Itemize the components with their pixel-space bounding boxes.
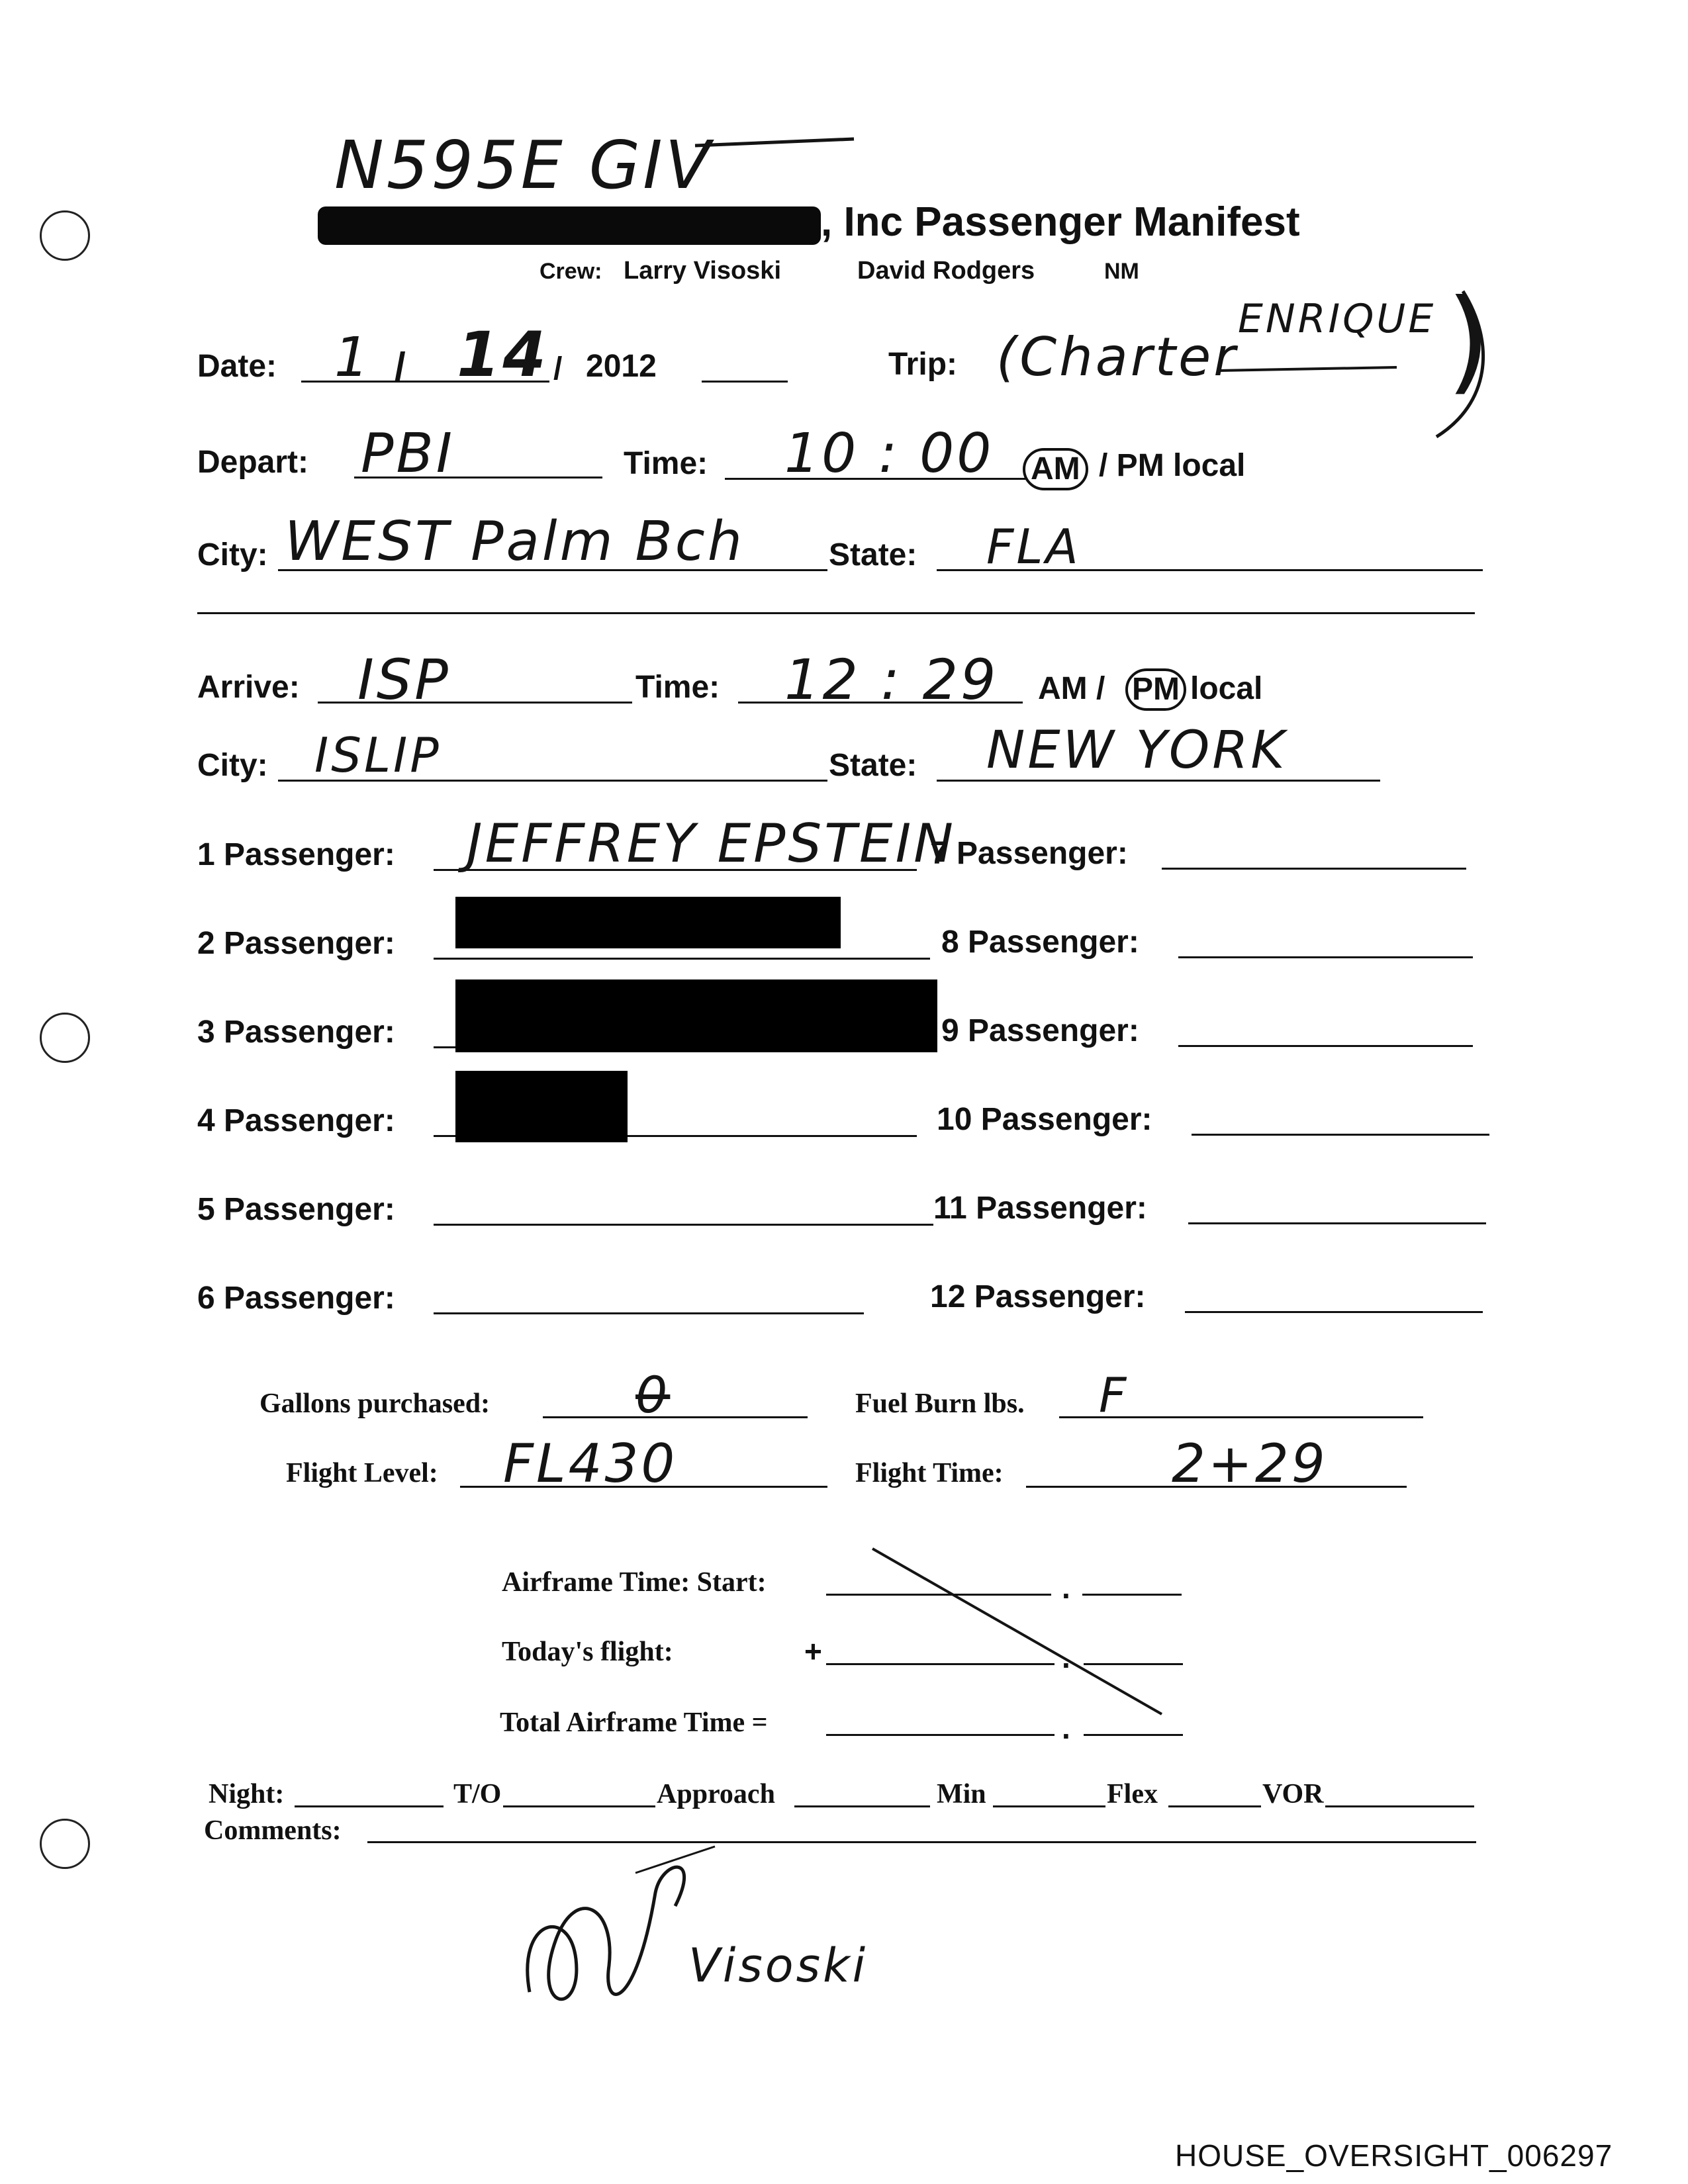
- arrive-label: Arrive:: [197, 670, 300, 705]
- crew-label: Crew:: [539, 259, 602, 284]
- arrive-value: ISP: [357, 647, 451, 712]
- arrive-state-label: State:: [829, 748, 917, 783]
- flight-time-label: Flight Time:: [855, 1458, 1004, 1488]
- depart-city-value: WEST Palm Bch: [285, 510, 745, 573]
- total-airframe-dot: .: [1062, 1711, 1070, 1745]
- depart-time-label: Time:: [624, 446, 708, 481]
- date-slash-2: /: [553, 351, 563, 387]
- arrive-ampm-rest: AM /: [1038, 671, 1105, 706]
- trip-extra: ENRIQUE: [1238, 296, 1436, 342]
- gallons-label: Gallons purchased:: [259, 1388, 491, 1419]
- passenger-8-label: 8 Passenger:: [941, 925, 1139, 960]
- airframe-start-dot: .: [1062, 1570, 1070, 1605]
- arrive-state-value: NEW YORK: [986, 721, 1288, 780]
- flight-level-value: FL430: [503, 1433, 678, 1494]
- crew-member-1: Larry Visoski: [624, 257, 782, 285]
- depart-state-label: State:: [829, 537, 917, 572]
- flight-level-label: Flight Level:: [286, 1458, 438, 1488]
- date-day: 14: [457, 319, 549, 391]
- signature-initials: [528, 1867, 684, 1999]
- passenger-4-label: 4 Passenger:: [197, 1103, 395, 1138]
- crew-member-2: David Rodgers: [857, 257, 1035, 285]
- passenger-2-label: 2 Passenger:: [197, 926, 395, 961]
- passenger-11-label: 11 Passenger:: [933, 1191, 1147, 1226]
- depart-label: Depart:: [197, 445, 309, 480]
- passenger-5-label: 5 Passenger:: [197, 1192, 395, 1227]
- signature-text: Visoski: [688, 1938, 868, 1993]
- flex-label: Flex: [1107, 1779, 1158, 1809]
- to-label: T/O: [453, 1779, 502, 1809]
- arrive-city-value: ISLIP: [314, 727, 442, 783]
- todays-flight-label: Today's flight:: [502, 1637, 673, 1667]
- trip-strike-stroke: [1218, 367, 1397, 371]
- depart-am-circled: AM: [1023, 448, 1088, 490]
- arrive-pm-circled: PM: [1125, 668, 1186, 711]
- night-label: Night:: [209, 1779, 285, 1809]
- bates-number: HOUSE_OVERSIGHT_006297: [1175, 2138, 1613, 2173]
- passenger-10-label: 10 Passenger:: [937, 1102, 1152, 1137]
- approach-label: Approach: [657, 1779, 775, 1809]
- signature-flourish: [635, 1846, 715, 1873]
- flight-time-value: 2+29: [1172, 1433, 1328, 1494]
- airframe-cross-out: [872, 1549, 1162, 1714]
- arrive-time-label: Time:: [635, 670, 720, 705]
- trip-close-paren: ): [1446, 275, 1493, 406]
- tail-underline-stroke: [695, 139, 854, 146]
- vor-label: VOR: [1262, 1779, 1324, 1809]
- depart-time-value: 10 : 00: [784, 422, 994, 485]
- date-month: 1: [334, 326, 372, 389]
- trip-value: (Charter: [996, 326, 1239, 388]
- fuel-burn-label: Fuel Burn lbs.: [855, 1388, 1025, 1419]
- date-year: 2012: [586, 349, 657, 384]
- arrive-time-value: 12 : 29: [784, 647, 999, 712]
- passenger-12-label: 12 Passenger:: [930, 1279, 1146, 1314]
- depart-city-label: City:: [197, 537, 268, 572]
- tail-number-handwritten: N595E GIV: [334, 126, 714, 204]
- airframe-start-label: Airframe Time: Start:: [502, 1567, 767, 1598]
- date-label: Date:: [197, 349, 277, 384]
- passenger-9-label: 9 Passenger:: [941, 1013, 1139, 1048]
- gallons-value: 0: [635, 1365, 671, 1424]
- passenger-1-label: 1 Passenger:: [197, 837, 395, 872]
- todays-flight-plus: +: [804, 1634, 822, 1668]
- arrive-local: local: [1190, 671, 1263, 706]
- min-label: Min: [937, 1779, 986, 1809]
- manifest-title: , Inc Passenger Manifest: [821, 199, 1300, 245]
- passenger-1-value: JEFFREY EPSTEIN: [467, 813, 957, 874]
- todays-flight-dot: .: [1062, 1640, 1070, 1674]
- depart-ampm-rest: / PM local: [1099, 448, 1246, 483]
- depart-state-value: FLA: [986, 519, 1081, 574]
- passenger-6-label: 6 Passenger:: [197, 1281, 395, 1316]
- date-slash-1: /: [395, 345, 406, 389]
- trip-paren-stroke: [1436, 291, 1483, 437]
- passenger-7-label: 7 Passenger:: [930, 836, 1128, 871]
- comments-label: Comments:: [204, 1815, 342, 1846]
- passenger-3-label: 3 Passenger:: [197, 1015, 395, 1050]
- depart-value: PBI: [361, 422, 455, 485]
- fuel-burn-value: F: [1099, 1367, 1129, 1423]
- crew-member-3: NM: [1104, 259, 1139, 284]
- trip-label: Trip:: [888, 347, 957, 382]
- arrive-city-label: City:: [197, 748, 268, 783]
- total-airframe-label: Total Airframe Time =: [500, 1707, 768, 1738]
